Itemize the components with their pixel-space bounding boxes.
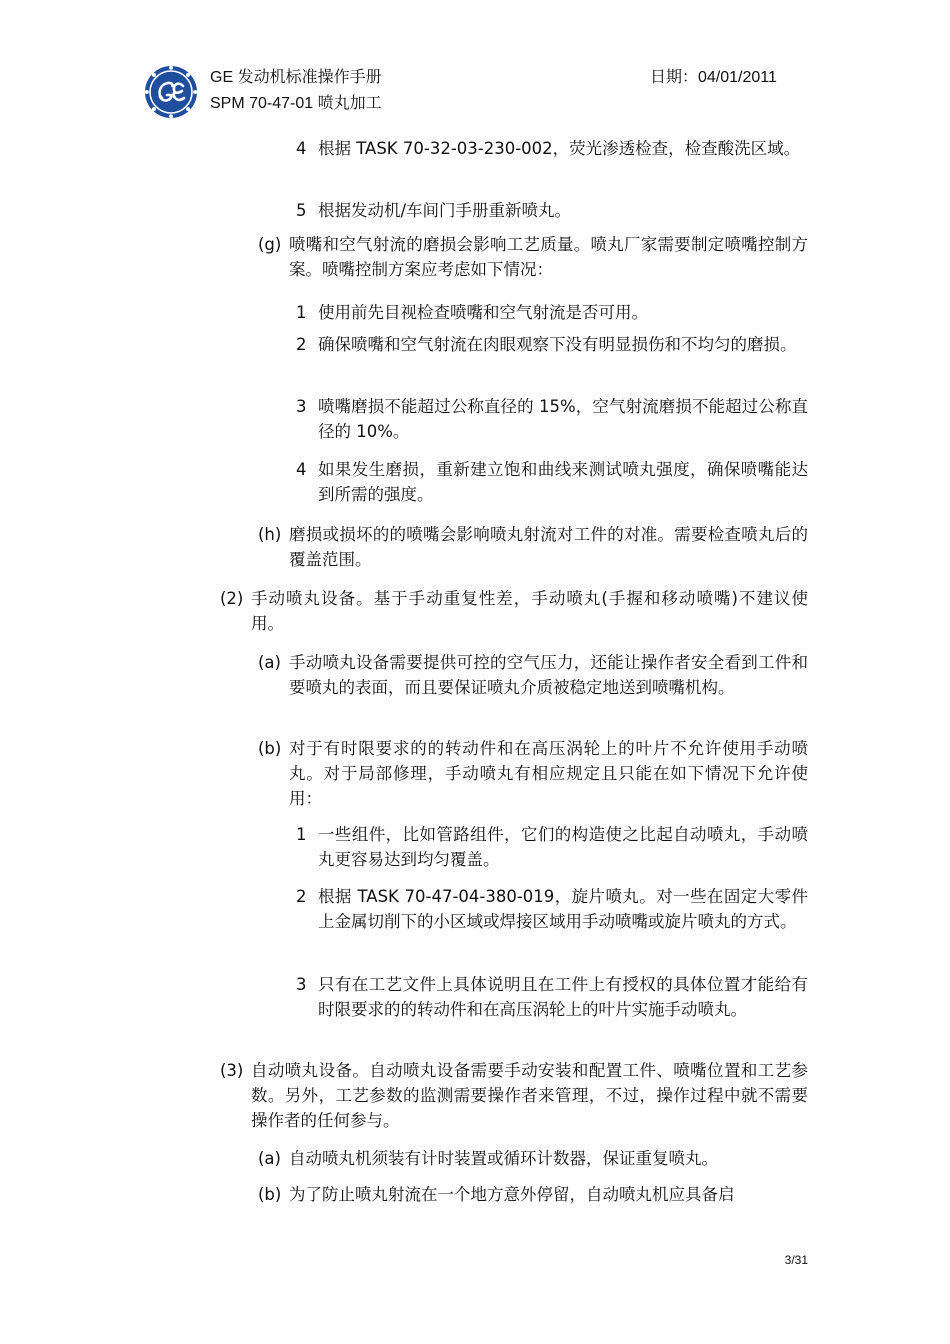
list-item-text: 如果发生磨损，重新建立饱和曲线来测试喷丸强度，确保喷嘴能达到所需的强度。 <box>318 460 808 504</box>
list-item-number: 1 <box>296 303 307 322</box>
list-item-text: 使用前先目视检查喷嘴和空气射流是否可用。 <box>318 303 648 322</box>
list-item-number: (h) <box>258 525 282 544</box>
list-item-text: 为了防止喷丸射流在一个地方意外停留，自动喷丸机应具备启 <box>289 1185 735 1204</box>
list-item-text: 喷嘴和空气射流的磨损会影响工艺质量。喷丸厂家需要制定喷嘴控制方案。喷嘴控制方案应考虑如下情况： <box>289 235 808 279</box>
list-item <box>296 822 808 872</box>
list-item-text: 只有在工艺文件上具体说明且在工件上有授权的具体位置才能给有时限要求的的转动件和在高压涡轮上的叶片实施手动喷丸。 <box>318 975 808 1019</box>
list-item-number: 3 <box>296 975 307 994</box>
list-item-text: 手动喷丸设备。基于手动重复性差，手动喷丸(手握和移动喷嘴)不建议使用。 <box>251 589 808 633</box>
list-item-text: 根据 TASK 70-32-03-230-002，荧光渗透检查，检查酸洗区域。 <box>318 139 801 158</box>
list-item-number: 4 <box>296 460 307 479</box>
document-date: 日期：04/01/2011 <box>650 69 777 86</box>
list-item-number: 1 <box>296 825 307 844</box>
list-item-number: (a) <box>258 1149 281 1168</box>
list-item <box>296 136 808 161</box>
list-item-number: (3) <box>220 1061 244 1080</box>
list-item <box>258 736 808 811</box>
list-item-text: 对于有时限要求的的转动件和在高压涡轮上的叶片不允许使用手动喷丸。对于局部修理，手动喷丸有相应规定且只能在如下情况下允许使用： <box>289 739 808 808</box>
list-item <box>296 332 808 357</box>
list-item <box>296 300 808 325</box>
list-item <box>220 586 808 636</box>
list-item-number: (2) <box>220 589 244 608</box>
page-header <box>140 60 820 124</box>
list-item-text: 根据发动机/车间门手册重新喷丸。 <box>318 201 572 220</box>
ge-logo-icon <box>143 64 199 120</box>
list-item-text: 自动喷丸机须装有计时装置或循环计数器，保证重复喷丸。 <box>289 1149 718 1168</box>
list-item-number: 4 <box>296 139 307 158</box>
list-item <box>220 1058 808 1133</box>
list-item-text: 磨损或损坏的的喷嘴会影响喷丸射流对工件的对准。需要检查喷丸后的覆盖范围。 <box>289 525 808 569</box>
list-item <box>296 457 808 507</box>
list-item-text: 根据 TASK 70-47-04-380-019，旋片喷丸。对一些在固定大零件上金属切削下的小区域或焊接区域用手动喷嘴或旋片喷丸的方式。 <box>318 887 808 931</box>
document-code: SPM 70-47-01 喷丸加工 <box>210 95 382 112</box>
list-item-number: 5 <box>296 201 307 220</box>
list-item <box>258 1146 808 1171</box>
list-item-text: 一些组件，比如管路组件，它们的构造使之比起自动喷丸，手动喷丸更容易达到均匀覆盖。 <box>318 825 808 869</box>
list-item <box>296 972 808 1022</box>
list-item <box>258 522 808 572</box>
list-item-number: (g) <box>258 235 282 254</box>
manual-title: GE 发动机标准操作手册 <box>210 69 382 86</box>
list-item-number: (b) <box>258 1185 282 1204</box>
list-item <box>296 198 808 223</box>
list-item-text: 手动喷丸设备需要提供可控的空气压力，还能让操作者安全看到工件和要喷丸的表面，而且要保证喷丸介质被稳定地送到喷嘴机构。 <box>289 653 808 697</box>
list-item <box>258 232 808 282</box>
list-item-number: 2 <box>296 887 307 906</box>
list-item <box>258 650 808 700</box>
list-item <box>296 884 808 934</box>
list-item-number: 2 <box>296 335 307 354</box>
list-item-number: (a) <box>258 653 281 672</box>
list-item-text: 自动喷丸设备。自动喷丸设备需要手动安装和配置工件、喷嘴位置和工艺参数。另外，工艺参数的监测需要操作者来管理，不过，操作过程中就不需要操作者的任何参与。 <box>251 1061 808 1130</box>
list-item-number: 3 <box>296 397 307 416</box>
page-number: 3/31 <box>784 1253 808 1267</box>
list-item <box>258 1182 808 1207</box>
list-item-text: 喷嘴磨损不能超过公称直径的 15%，空气射流磨损不能超过公称直径的 10%。 <box>318 397 808 441</box>
list-item <box>296 394 808 444</box>
list-item-text: 确保喷嘴和空气射流在肉眼观察下没有明显损伤和不均匀的磨损。 <box>318 335 797 354</box>
list-item-number: (b) <box>258 739 282 758</box>
